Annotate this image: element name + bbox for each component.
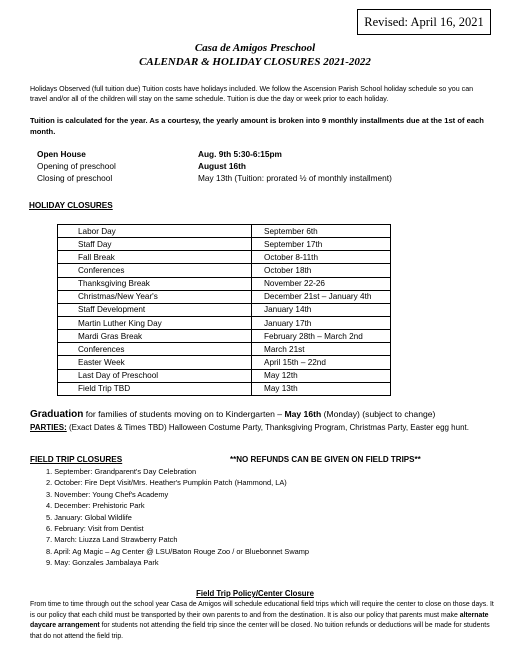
holiday-date: September 17th bbox=[252, 238, 391, 251]
event-label: Closing of preschool bbox=[37, 173, 113, 183]
graduation-tail: (Monday) (subject to change) bbox=[321, 409, 436, 419]
field-trip-item: 5. January: Global Wildlife bbox=[46, 512, 132, 522]
holiday-date: January 17th bbox=[252, 316, 391, 329]
holiday-name: Last Day of Preschool bbox=[58, 369, 252, 382]
field-trip-item: 8. April: Ag Magic – Ag Center @ LSU/Baton Rouge Zoo / or Bluebonnet Swamp bbox=[46, 546, 310, 556]
holiday-row bbox=[58, 277, 391, 290]
event-label: Open House bbox=[37, 149, 86, 159]
field-trip-item: 2. October: Fire Dept Visit/Mrs. Heather's Pumpkin Patch (Hammond, LA) bbox=[46, 478, 287, 488]
holiday-name: Thanksgiving Break bbox=[58, 277, 252, 290]
holiday-row bbox=[58, 316, 391, 329]
holiday-name: Mardi Gras Break bbox=[58, 330, 252, 343]
graduation-label: Graduation bbox=[30, 409, 84, 420]
holiday-row bbox=[58, 238, 391, 251]
graduation-text: for families of students moving on to Kindergarten – bbox=[83, 409, 285, 419]
holiday-row bbox=[58, 343, 391, 356]
policy-paragraph bbox=[30, 600, 500, 642]
event-date: August 16th bbox=[198, 161, 246, 171]
holiday-row bbox=[58, 264, 391, 277]
event-date: Aug. 9th 5:30-6:15pm bbox=[198, 149, 282, 159]
revised-date-box: Revised: April 16, 2021 bbox=[357, 9, 491, 35]
parties-paragraph bbox=[30, 423, 480, 434]
holiday-row bbox=[58, 225, 391, 238]
holiday-name: Staff Development bbox=[58, 303, 252, 316]
field-trip-item: 6. February: Visit from Dentist bbox=[46, 524, 144, 533]
policy-heading: Field Trip Policy/Center Closure bbox=[196, 589, 314, 598]
event-label: Opening of preschool bbox=[37, 161, 116, 171]
document-subtitle: CALENDAR & HOLIDAY CLOSURES 2021-2022 bbox=[139, 56, 371, 68]
field-trip-item: 1. September: Grandparent's Day Celebration bbox=[46, 467, 197, 476]
no-refunds-notice: **NO REFUNDS CAN BE GIVEN ON FIELD TRIPS** bbox=[230, 455, 421, 464]
holiday-row bbox=[58, 382, 391, 395]
holiday-name: Conferences bbox=[58, 264, 252, 277]
holiday-date: February 28th – March 2nd bbox=[252, 330, 391, 343]
holiday-date: November 22-26 bbox=[252, 277, 391, 290]
holiday-row bbox=[58, 290, 391, 303]
field-trip-item: 3. November: Young Chef's Academy bbox=[46, 489, 169, 499]
holiday-date: October 8-11th bbox=[252, 251, 391, 264]
holiday-name: Easter Week bbox=[58, 356, 252, 369]
holiday-name: Christmas/New Year's bbox=[58, 290, 252, 303]
holiday-date: January 14th bbox=[252, 303, 391, 316]
holiday-row bbox=[58, 251, 391, 264]
holiday-row bbox=[58, 303, 391, 316]
field-trip-item: 7. March: Liuzza Land Strawberry Patch bbox=[46, 535, 178, 545]
holiday-date: October 18th bbox=[252, 264, 391, 277]
document-title: Casa de Amigos Preschool bbox=[194, 42, 316, 54]
holiday-date: March 21st bbox=[252, 343, 391, 356]
field-trip-heading: FIELD TRIP CLOSURES bbox=[30, 455, 123, 464]
event-date: May 13th (Tuition: prorated ½ of monthly installment) bbox=[198, 173, 392, 183]
policy-text-1: From time to time through out the school year Casa de Amigos will schedule educational field trips which will require the center to close on those days. It is our policy that each child must be transported by their own parents to and from the destination. It is also our policy that parents must make bbox=[30, 601, 494, 619]
holiday-date: April 15th – 22nd bbox=[252, 356, 391, 369]
holiday-name: Martin Luther King Day bbox=[58, 316, 252, 329]
parties-text: (Exact Dates & Times TBD) Halloween Costume Party, Thanksgiving Program, Christmas Party, Easter egg hunt. bbox=[66, 423, 469, 432]
graduation-date: May 16th bbox=[284, 409, 322, 419]
holiday-name: Labor Day bbox=[58, 225, 252, 238]
holiday-closures-heading: HOLIDAY CLOSURES bbox=[29, 201, 113, 210]
holiday-date: September 6th bbox=[252, 225, 391, 238]
holiday-name: Conferences bbox=[58, 343, 252, 356]
holiday-row bbox=[58, 330, 391, 343]
holiday-row bbox=[58, 356, 391, 369]
holiday-name: Fall Break bbox=[58, 251, 252, 264]
holiday-table bbox=[57, 224, 391, 396]
field-trip-item: 4. December: Prehistoric Park bbox=[46, 501, 145, 511]
holiday-row bbox=[58, 369, 391, 382]
parties-label: PARTIES: bbox=[30, 423, 67, 432]
holiday-date: May 12th bbox=[252, 369, 391, 382]
tuition-note: Tuition is calculated for the year. As a courtesy, the yearly amount is broken into 9 monthly installments due at the 1st of each month. bbox=[30, 116, 484, 136]
holiday-date: December 21st – January 4th bbox=[252, 290, 391, 303]
intro-paragraph: Holidays Observed (full tuition due) Tuition costs have holidays included. We follow the Ascension Parish School holiday schedule so you can travel and/or all of the children will stay on the same schedule. Tuition is due the day or week prior to each holiday. bbox=[30, 85, 474, 103]
holiday-name: Staff Day bbox=[58, 238, 252, 251]
policy-emphasis: alternate daycare arrangement bbox=[30, 611, 489, 629]
holiday-date: May 13th bbox=[252, 382, 391, 395]
field-trip-item: 9. May: Gonzales Jambalaya Park bbox=[46, 558, 159, 568]
graduation-line bbox=[30, 409, 435, 421]
holiday-name: Field Trip TBD bbox=[58, 382, 252, 395]
policy-text-2: for students not attending the field trip since the center will be closed. No tuition refunds or deductions will be made for students that do not attend the field trip. bbox=[30, 622, 490, 640]
